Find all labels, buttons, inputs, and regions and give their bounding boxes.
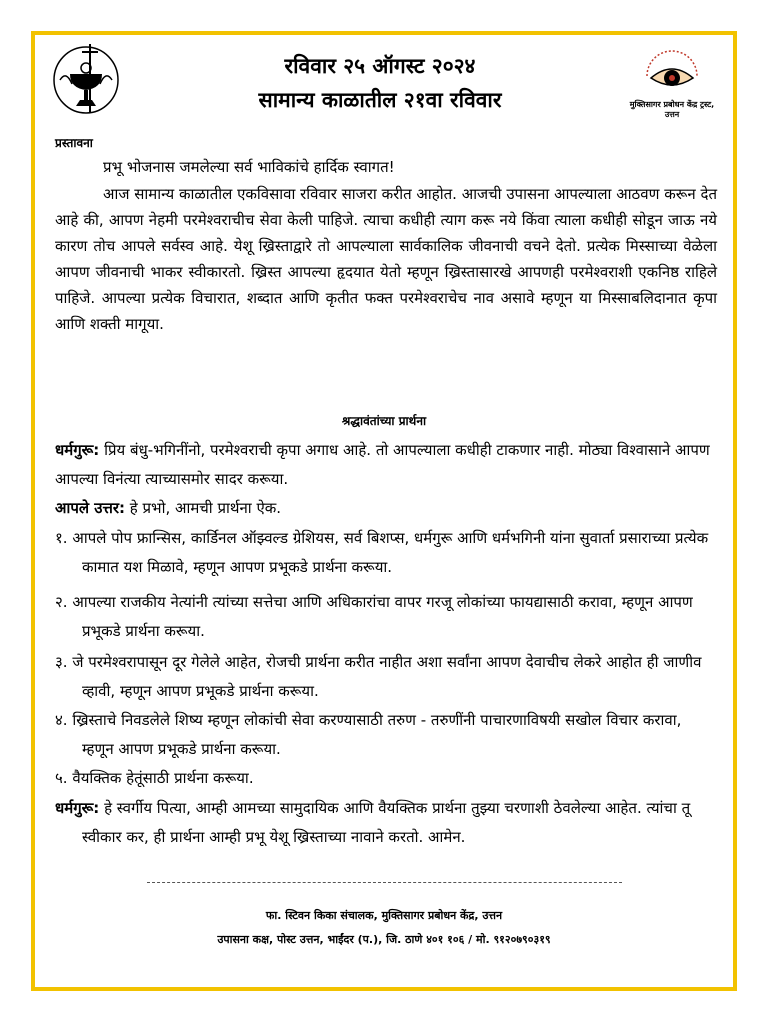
prayer-item	[55, 764, 717, 793]
prayer-item-number: ५.	[55, 769, 68, 787]
prayer-item-number: ३.	[55, 653, 68, 671]
chalice-logo-icon	[52, 40, 120, 116]
prayer-item-number: १.	[55, 529, 68, 547]
trust-logo	[624, 46, 720, 124]
prayer-item-text: आपले पोप फ्रान्सिस, कार्डिनल ऑझ्वल्ड ग्रेशियस, सर्व बिशप्स, धर्मगुरू आणि धर्मभगिनी यांना सुवार्ता प्रसाराच्या प्रत्येक कामात यश मिळावे, म्हणून आपण प्रभूकडे प्रार्थना करूया.	[72, 529, 709, 576]
priest-closing-text: हे स्वर्गीय पित्या, आम्ही आमच्या सामुदायिक आणि वैयक्तिक प्रार्थना तुझ्या चरणाशी ठेवलेल्या आहेत. त्यांचा तू स्वीकार कर, ही प्रार्थना आम्ही प्रभू येशू ख्रिस्ताच्या नावाने करतो. आमेन.	[82, 799, 691, 846]
prayer-item-number: ४.	[55, 711, 68, 729]
footer-director: फा. स्टिवन किका संचालक, मुक्तिसागर प्रबोधन केंद्र, उत्तन	[265, 909, 503, 922]
priest-opening-text: प्रिय बंधु-भगिनींनो, परमेश्वराची कृपा अगाध आहे. तो आपल्याला कधीही टाकणार नाही. मोठ्या विश्वासाने आपण आपल्या विनंत्या त्याच्यासमोर सादर करूया.	[55, 441, 710, 488]
priest-opening	[55, 436, 717, 494]
prayer-item-number: २.	[55, 593, 68, 611]
priest-closing	[55, 794, 717, 852]
response-line	[55, 494, 717, 523]
prayer-item-text: जे परमेश्वरापासून दूर गेलेले आहेत, रोजची प्रार्थना करीत नाहीत अशा सर्वांना आपण देवाचीच लेकरे आहोत ही जाणीव व्हावी, म्हणून आपण प्रभूकडे प्रार्थना करूया.	[72, 653, 702, 700]
priest-label: धर्मगुरू:	[55, 441, 100, 459]
prayer-item	[55, 588, 717, 646]
footer-address: उपासना कक्ष, पोस्ट उत्तन, भाईंदर (प.), जि. ठाणे ४०१ १०६ / मो. ९१२०७९०३१९	[217, 933, 551, 946]
date-title: रविवार २५ ऑगस्ट २०२४	[284, 54, 476, 78]
prayer-item-text: ख्रिस्ताचे निवडलेले शिष्य म्हणून लोकांची सेवा करण्यासाठी तरुण - तरुणींनी पाचारणाविषयी सखोल विचार करावा, म्हणून आपण प्रभूकडे प्रार्थना करूया.	[72, 711, 682, 758]
prayer-item	[55, 648, 717, 706]
prayer-item-text: वैयक्तिक हेतूंसाठी प्रार्थना करूया.	[72, 769, 254, 787]
priest-label: धर्मगुरू:	[55, 799, 100, 817]
response-label: आपले उत्तर:	[55, 499, 125, 517]
eye-logo-icon	[641, 46, 703, 94]
intro-body: आज सामान्य काळातील एकविसावा रविवार साजरा करीत आहोत. आजची उपासना आपल्याला आठवण करून देत आहे की, आपण नेहमी परमेश्वराचीच सेवा केली पाहिजे. त्याचा कधीही त्याग करू नये किंवा त्याला कधीही सोडून जाऊ नये कारण तोच आपले सर्वस्व आहे. येशू ख्रिस्ताद्वारे तो आपल्याला सार्वकालिक जीवनाची वचने देतो. प्रत्येक मिस्साच्या वेळेला आपण जीवनाची भाकर स्वीकारतो. ख्रिस्त आपल्या हृदयात येतो म्हणून ख्रिस्तासारखे आपणही परमेश्वराशी एकनिष्ठ राहिले पाहिजे. आपल्या प्रत्येक विचारात, शब्दात आणि कृतीत फक्त परमेश्वराचेच नाव असावे म्हणून या मिस्साबलिदानात कृपा आणि शक्ती मागूया.	[55, 185, 717, 333]
prayers-heading: श्रद्धावंतांच्या प्रार्थना	[341, 414, 427, 428]
sunday-title: सामान्य काळातील २१वा रविवार	[258, 88, 502, 112]
intro-label: प्रस्तावना	[55, 136, 93, 150]
prayer-item-text: आपल्या राजकीय नेत्यांनी त्यांच्या सत्तेचा आणि अधिकारांचा वापर गरजू लोकांच्या फायद्यासाठी करावा, म्हणून आपण प्रभूकडे प्रार्थना करूया.	[72, 593, 693, 640]
response-text: हे प्रभो, आमची प्रार्थना ऐक.	[129, 499, 282, 517]
prayer-item	[55, 706, 717, 764]
footer-divider	[147, 882, 622, 883]
prayer-item	[55, 524, 717, 582]
intro-greeting: प्रभू भोजनास जमलेल्या सर्व भाविकांचे हार्दिक स्वागत!	[103, 158, 395, 176]
chalice-logo	[52, 40, 120, 116]
trust-logo-text: मुक्तिसागर प्रबोधन केंद्र ट्रस्ट, उत्तन	[629, 100, 715, 119]
